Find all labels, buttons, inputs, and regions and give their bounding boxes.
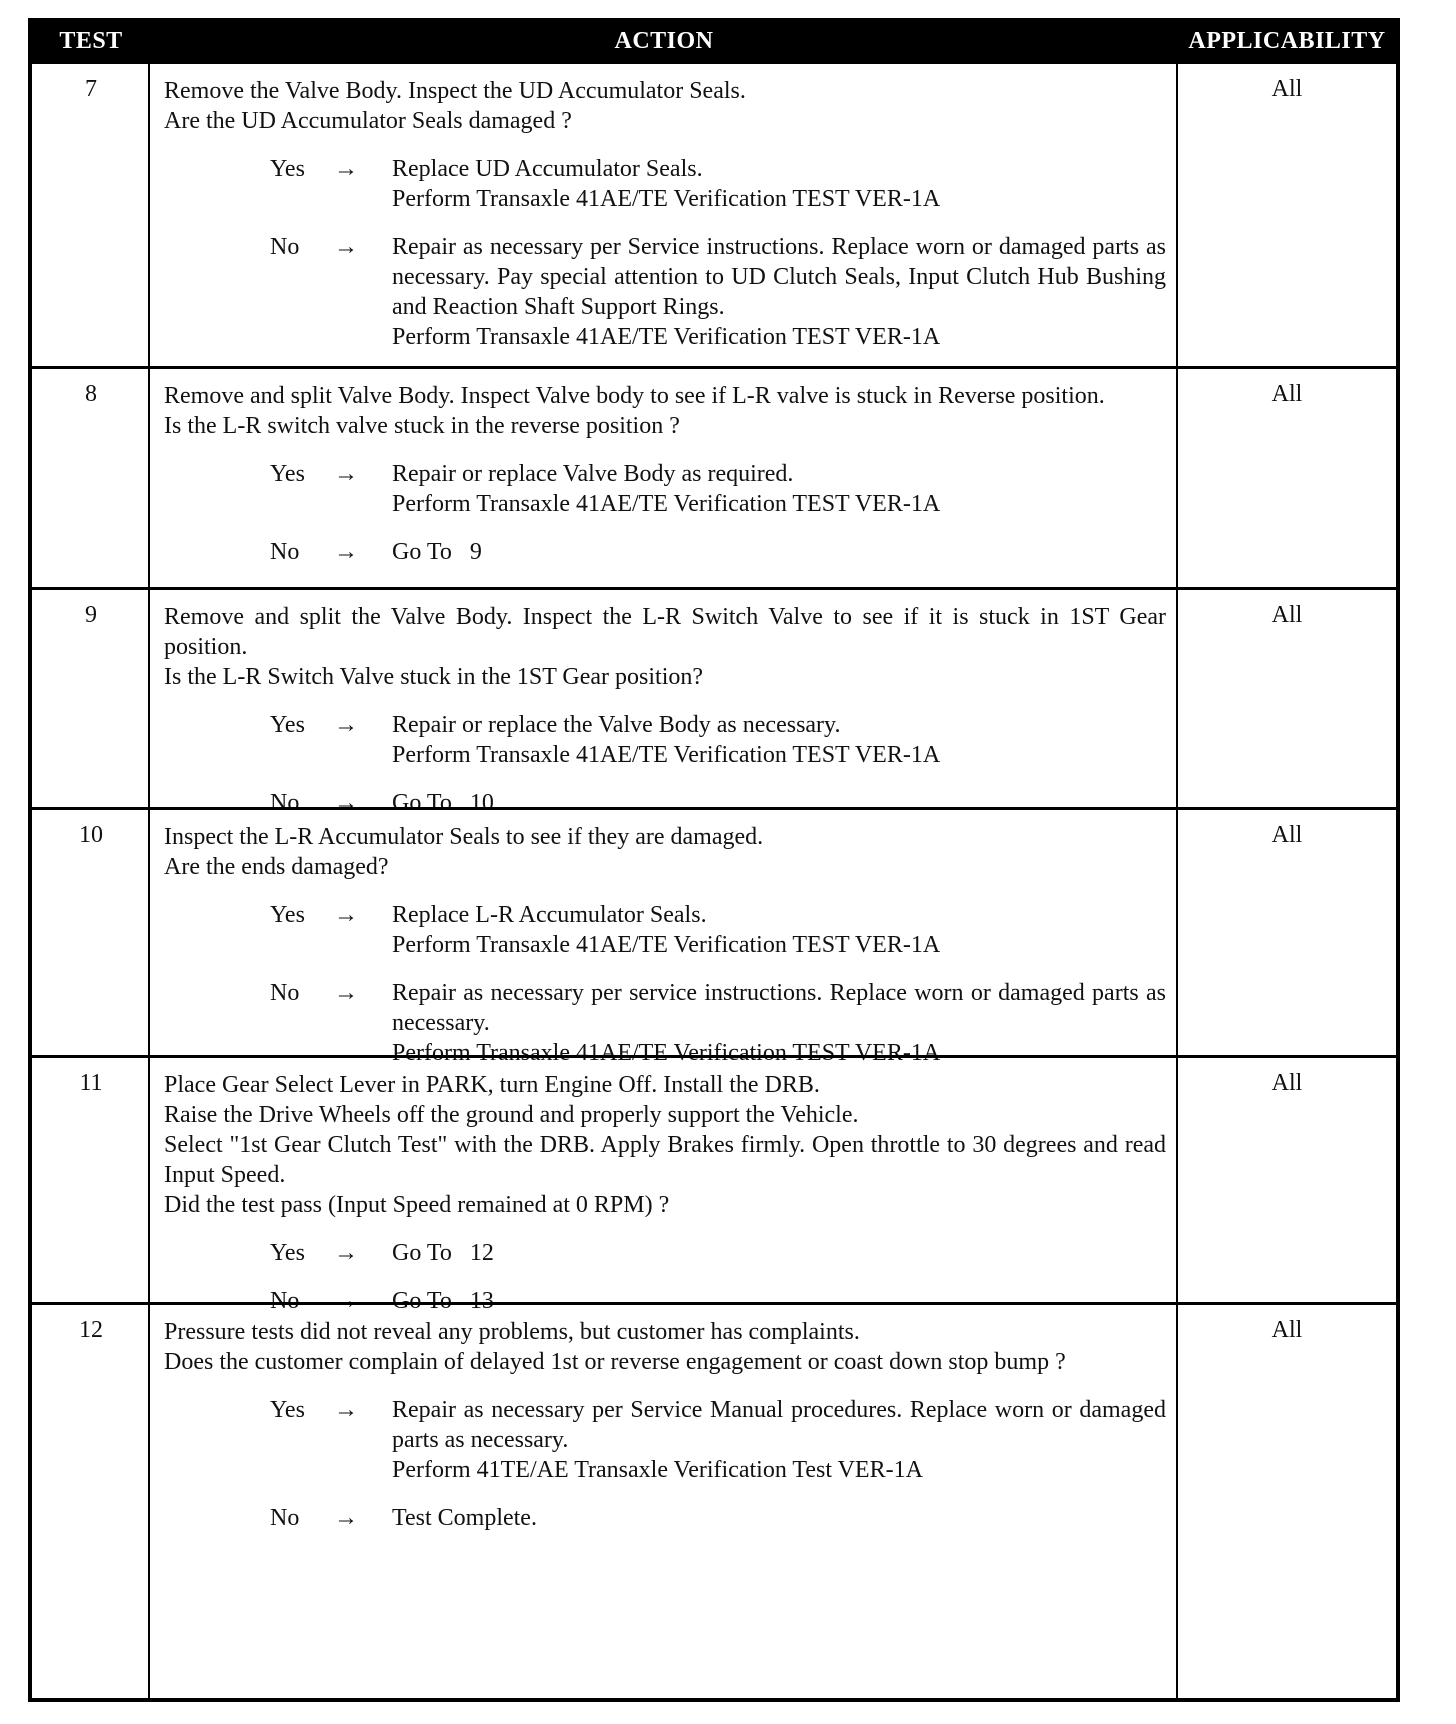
action-line: Go To 9 [392, 539, 482, 565]
applicability-value: All [1271, 381, 1303, 407]
question-text: Remove and split the Valve Body. Inspect the L-R Switch Valve to see if it is stuck in 1ST Gear position. [164, 604, 1166, 660]
applicability-value: All [1271, 76, 1303, 102]
action-line: Repair or replace Valve Body as required. [392, 461, 794, 487]
no-branch [164, 1503, 1166, 1533]
yes-action-text [392, 710, 1166, 770]
no-branch [164, 537, 1166, 567]
no-label: No [270, 1288, 300, 1314]
yes-label: Yes [270, 1240, 305, 1266]
question-text: Remove the Valve Body. Inspect the UD Accumulator Seals. [164, 78, 746, 104]
action-line: Go To 12 [392, 1240, 494, 1266]
applicability-value: All [1271, 822, 1303, 848]
yes-action-text [392, 1395, 1172, 1485]
yes-label: Yes [270, 461, 305, 487]
question-text: Are the UD Accumulator Seals damaged ? [164, 108, 572, 134]
arrow-right-icon: → [334, 902, 358, 928]
arrow-right-icon: → [334, 461, 358, 487]
test-number: 11 [79, 1070, 103, 1096]
table-row [32, 366, 1396, 587]
action-line: Go To 13 [392, 1288, 494, 1314]
action-line: Perform Transaxle 41AE/TE Verification TEST VER-1A [392, 186, 941, 212]
arrow-right-icon: → [334, 1397, 358, 1423]
table-row [32, 807, 1396, 1066]
arrow-right-icon: → [334, 1240, 358, 1266]
yes-branch [164, 1238, 1166, 1268]
action-cell [164, 822, 1172, 1068]
test-number: 8 [85, 381, 97, 407]
action-line: Repair or replace the Valve Body as necessary. [392, 712, 841, 738]
yes-action-text [392, 900, 1166, 960]
action-cell [164, 1317, 1172, 1533]
arrow-right-icon: → [334, 156, 358, 182]
question-text: Select "1st Gear Clutch Test" with the DRB. Apply Brakes firmly. Open throttle to 30 degrees and read Input Speed. [164, 1132, 1166, 1188]
diagnostic-table [28, 18, 1400, 1702]
header-applicability: APPLICABILITY [1188, 28, 1386, 54]
yes-label: Yes [270, 1397, 305, 1423]
question-text: Are the ends damaged? [164, 854, 389, 880]
header-test: TEST [59, 28, 123, 54]
arrow-right-icon: → [334, 234, 358, 260]
test-number: 7 [85, 76, 97, 102]
action-cell [164, 1070, 1166, 1316]
action-line: Perform Transaxle 41AE/TE Verification TEST VER-1A [392, 491, 941, 517]
action-line: Perform Transaxle 41AE/TE Verification TEST VER-1A [392, 324, 941, 350]
action-line: Replace UD Accumulator Seals. [392, 156, 703, 182]
action-cell [164, 76, 1172, 352]
no-label: No [270, 980, 300, 1006]
action-line: Repair as necessary per Service Manual procedures. Replace worn or damaged parts as necessary. [392, 1397, 1172, 1453]
table-row [32, 64, 1396, 366]
action-line: Repair as necessary per Service instructions. Replace worn or damaged parts as necessary. Pay special attention to UD Clutch Seals, Input Clutch Hub Bushing and Reaction Shaft Support Rings. [392, 234, 1172, 320]
question-text: Pressure tests did not reveal any problems, but customer has complaints. [164, 1319, 860, 1345]
applicability-value: All [1271, 602, 1303, 628]
no-label: No [270, 539, 300, 565]
yes-branch [164, 1395, 1172, 1485]
question-text: Is the L-R switch valve stuck in the reverse position ? [164, 413, 680, 439]
question-text: Raise the Drive Wheels off the ground and properly support the Vehicle. [164, 1102, 859, 1128]
yes-label: Yes [270, 156, 305, 182]
action-cell [164, 381, 1166, 567]
table-row [32, 1302, 1396, 1698]
table-row [32, 1055, 1396, 1314]
action-line: Replace L-R Accumulator Seals. [392, 902, 707, 928]
action-line: Test Complete. [392, 1505, 537, 1531]
arrow-right-icon: → [334, 539, 358, 565]
test-number: 9 [85, 602, 97, 628]
arrow-right-icon: → [334, 980, 358, 1006]
yes-branch [164, 710, 1166, 770]
header-action: ACTION [614, 28, 714, 54]
arrow-right-icon: → [334, 1288, 358, 1314]
yes-branch [164, 154, 1166, 214]
yes-label: Yes [270, 712, 305, 738]
yes-label: Yes [270, 902, 305, 928]
yes-branch [164, 900, 1166, 960]
table-row [32, 587, 1396, 816]
yes-branch [164, 459, 1166, 519]
action-cell [164, 602, 1166, 818]
action-line: Go To 10 [392, 790, 494, 816]
question-text: Is the L-R Switch Valve stuck in the 1ST Gear position? [164, 664, 704, 690]
yes-action-text [392, 459, 1166, 519]
no-label: No [270, 790, 300, 816]
question-text: Does the customer complain of delayed 1st or reverse engagement or coast down stop bump ? [164, 1349, 1066, 1375]
no-label: No [270, 1505, 300, 1531]
yes-action-text [392, 1238, 1166, 1268]
no-action-text [392, 1503, 1166, 1533]
no-action-text [392, 232, 1172, 352]
arrow-right-icon: → [334, 712, 358, 738]
no-action-text [392, 537, 1166, 567]
test-number: 12 [79, 1317, 103, 1343]
action-line: Perform Transaxle 41AE/TE Verification TEST VER-1A [392, 742, 941, 768]
question-text: Did the test pass (Input Speed remained at 0 RPM) ? [164, 1192, 670, 1218]
arrow-right-icon: → [334, 1505, 358, 1531]
applicability-value: All [1271, 1317, 1303, 1343]
question-text: Place Gear Select Lever in PARK, turn Engine Off. Install the DRB. [164, 1072, 820, 1098]
no-label: No [270, 234, 300, 260]
action-line: Perform Transaxle 41AE/TE Verification TEST VER-1A [392, 1040, 941, 1066]
arrow-right-icon: → [334, 790, 358, 816]
table-header [32, 22, 1396, 64]
action-line: Perform Transaxle 41AE/TE Verification TEST VER-1A [392, 932, 941, 958]
question-text: Inspect the L-R Accumulator Seals to see if they are damaged. [164, 824, 764, 850]
applicability-value: All [1271, 1070, 1303, 1096]
action-line: Perform 41TE/AE Transaxle Verification Test VER-1A [392, 1457, 923, 1483]
yes-action-text [392, 154, 1166, 214]
test-number: 10 [79, 822, 103, 848]
question-text: Remove and split Valve Body. Inspect Valve body to see if L-R valve is stuck in Reverse position. [164, 383, 1105, 409]
no-branch [164, 232, 1172, 352]
action-line: Repair as necessary per service instructions. Replace worn or damaged parts as necessary. [392, 980, 1172, 1036]
